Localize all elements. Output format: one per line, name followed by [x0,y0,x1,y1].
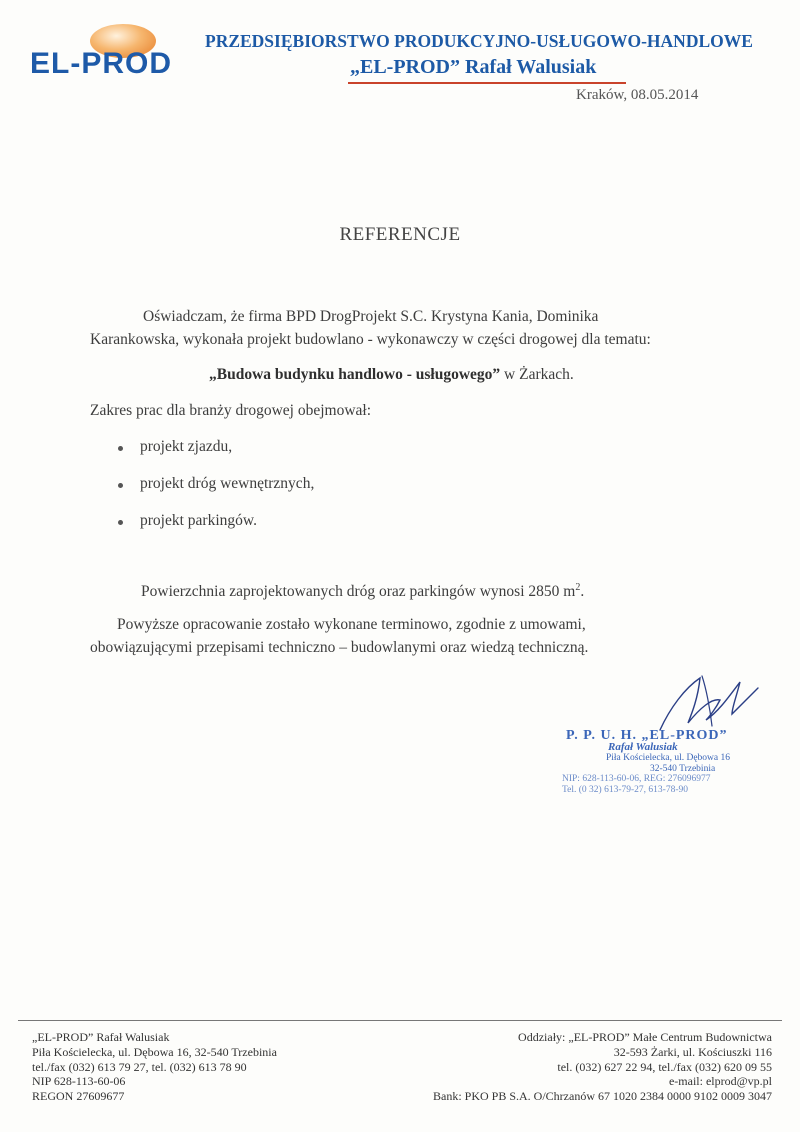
paragraph-3-line-2: obowiązującymi przepisami techniczno – budowlanymi oraz wiedzą techniczną. [90,639,589,656]
footer-right [433,1030,772,1104]
bullet-icon [118,520,123,525]
stamp-nip: NIP: 628-113-60-06, REG: 276096977 [562,774,711,784]
footer-left-line: „EL-PROD” Rafał Walusiak [32,1030,170,1044]
project-line [209,366,574,384]
paragraph-1-line-2: Karankowska, wykonała projekt budowlano - wykonawczy w części drogowej dla tematu: [90,331,651,348]
stamp-company: P. P. U. H. „EL-PROD” [566,728,728,743]
document-title: REFERENCJE [339,224,461,245]
el-prod-logo [30,22,200,97]
stamp-phone: Tel. (0 32) 613-79-27, 613-78-90 [562,785,688,795]
scope-item: projekt dróg wewnętrznych, [140,475,315,492]
paragraph-1-line-1: Oświadczam, że firma BPD DrogProjekt S.C. Krystyna Kania, Dominika [143,308,599,325]
scope-intro: Zakres prac dla branży drogowej obejmował: [90,402,372,419]
footer-left-line: tel./fax (032) 613 79 27, tel. (032) 613 78 90 [32,1059,247,1074]
area-statement [141,579,584,601]
footer-left-line: REGON 27609677 [32,1089,125,1104]
company-name-underline [348,82,626,84]
stamp-postal: 32-540 Trzebinia [650,764,716,774]
bullet-icon [118,483,123,488]
stamp-address: Piła Kościelecka, ul. Dębowa 16 [606,753,730,763]
area-unit-exponent: 2 [575,582,581,593]
scope-item: projekt zjazdu, [140,438,233,455]
paragraph-3-line-1: Powyższe opracowanie zostało wykonane terminowo, zgodnie z umowami, [117,616,586,633]
scope-item: projekt parkingów. [140,512,257,529]
logo-text: EL-PROD [30,47,172,80]
area-end: . [580,583,585,601]
footer-right-line: Oddziały: „EL-PROD” Małe Centrum Budownictwa [518,1030,772,1044]
project-location: w Żarkach. [500,366,574,383]
company-name: „EL-PROD” Rafał Walusiak [350,56,597,78]
company-stamp [562,724,772,798]
footer-right-line: 32-593 Żarki, ul. Kościuszki 116 [613,1044,772,1059]
footer-left [32,1030,277,1104]
project-title: „Budowa budynku handlowo - usługowego” [209,366,501,383]
bullet-icon [118,446,123,451]
footer-left-line: Piła Kościelecka, ul. Dębowa 16, 32-540 Trzebinia [32,1044,277,1059]
place-date: Kraków, 08.05.2014 [576,87,699,103]
footer-right-line: tel. (032) 627 22 94, tel./fax (032) 620 09 55 [557,1059,772,1074]
footer-left-line: NIP 628-113-60-06 [32,1074,126,1089]
footer-right-line: e-mail: elprod@vp.pl [668,1074,772,1089]
area-text: Powierzchnia zaprojektowanych dróg oraz parkingów wynosi 2850 m [141,583,576,601]
footer-divider [18,1020,782,1021]
stamp-owner: Rafał Walusiak [608,741,678,753]
footer-right-line: Bank: PKO PB S.A. O/Chrzanów 67 1020 2384 0000 9102 0009 3047 [432,1089,772,1104]
company-type: PRZEDSIĘBIORSTWO PRODUKCYJNO-USŁUGOWO-HANDLOWE [205,31,753,51]
